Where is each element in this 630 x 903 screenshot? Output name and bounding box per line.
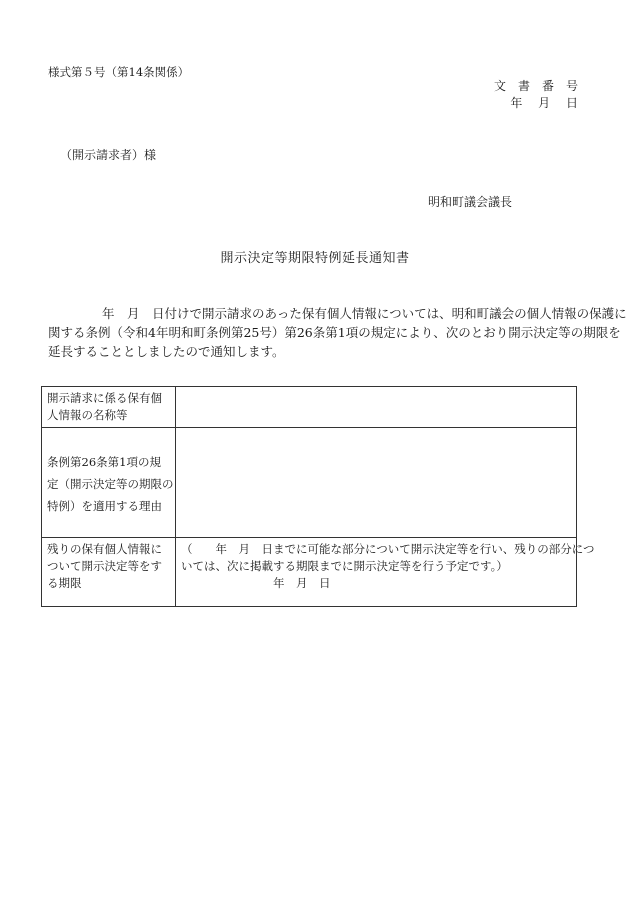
label-line: 残りの保有個人情報に <box>47 542 162 556</box>
table-value-cell <box>176 387 577 428</box>
table-row <box>42 428 577 538</box>
document-meta <box>494 78 578 112</box>
table-label-cell <box>42 538 176 607</box>
label-line: ついて開示決定等をす <box>47 559 162 573</box>
value-line: いては、次に掲載する期限までに開示決定等を行う予定です。） <box>181 559 508 573</box>
recipient: （開示請求者）様 <box>60 148 157 162</box>
table-label-cell <box>42 428 176 538</box>
label-line: 特例）を適用する理由 <box>47 499 162 513</box>
document-date-label: 年 月 日 <box>510 96 578 110</box>
table-value-cell <box>176 428 577 538</box>
info-table <box>41 386 595 607</box>
label-line: 開示請求に係る保有個 <box>47 391 162 405</box>
table-row <box>42 538 577 607</box>
body-line: 延長することとしましたので通知します。 <box>48 344 285 359</box>
document-title: 開示決定等期限特例延長通知書 <box>220 251 410 266</box>
document-number-label: 文 書 番 号 <box>493 79 578 93</box>
value-line: （ 年 月 日までに可能な部分について開示決定等を行い、残りの部分につ <box>181 542 595 556</box>
table-value-cell <box>176 538 595 607</box>
body-paragraph <box>48 304 627 361</box>
label-line: 定（開示決定等の期限の <box>47 477 174 491</box>
table-label-cell <box>42 387 176 428</box>
body-line: 関する条例（令和4年明和町条例第25号）第26条第1項の規定により、次のとおり開示決定等の期限を <box>48 325 621 340</box>
body-line: 年 月 日付けで開示請求のあった保有個人情報については、明和町議会の個人情報の保護に <box>48 306 627 321</box>
label-line: 人情報の名称等 <box>47 408 128 422</box>
table-row <box>42 387 577 428</box>
value-line: 年 月 日 <box>181 576 331 590</box>
label-line: る期限 <box>47 576 82 590</box>
form-number: 様式第５号（第14条関係） <box>48 65 190 79</box>
label-line: 条例第26条第1項の規 <box>47 455 161 469</box>
sender: 明和町議会議長 <box>428 195 513 209</box>
